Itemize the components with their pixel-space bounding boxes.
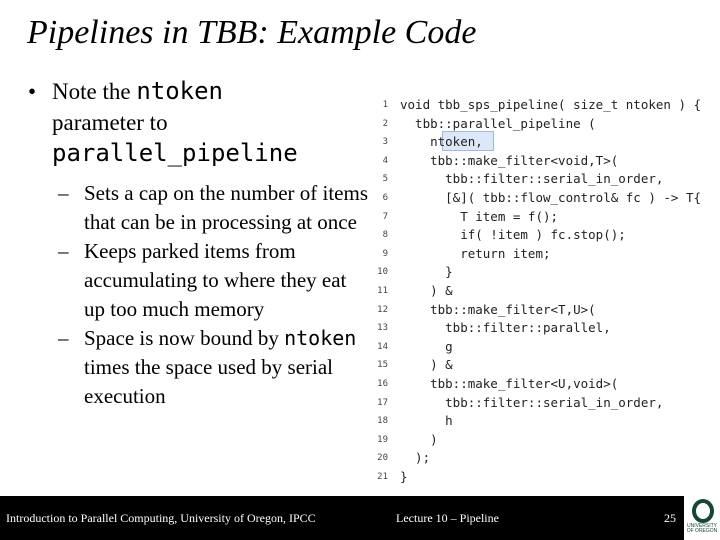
code-line — [370, 263, 720, 281]
line-number: 12 — [377, 304, 388, 315]
code-text: void tbb_sps_pipeline( size_t ntoken ) { — [400, 97, 702, 112]
line-number: 5 — [382, 174, 388, 185]
line-number: 10 — [377, 267, 388, 278]
line-number: 19 — [377, 434, 388, 445]
code-text: tbb::make_filter<T,U>( — [400, 301, 596, 317]
code-listing — [370, 92, 720, 484]
code-line — [370, 152, 720, 170]
code-line — [370, 431, 720, 449]
line-number: 7 — [382, 211, 388, 222]
subbullet-text: Keeps parked items from accumulating to where they eat up too much memory — [84, 239, 347, 321]
code-text: } — [400, 264, 453, 280]
footer-bar — [0, 496, 684, 540]
code-line — [370, 338, 720, 356]
code-text: tbb::make_filter<U,void>( — [400, 376, 619, 391]
code-line — [370, 96, 720, 114]
code-line — [370, 468, 720, 484]
code-line — [370, 189, 720, 207]
slide-title: Pipelines in TBB: Example Code — [27, 14, 477, 51]
code-text: g — [400, 338, 453, 354]
line-number: 2 — [382, 118, 388, 129]
bullet-list — [28, 76, 368, 411]
oregon-o-icon — [692, 499, 714, 523]
code-text: h — [400, 413, 453, 429]
footer-course: Introduction to Parallel Computing, University of Oregon, IPCC — [6, 511, 316, 525]
code-text: tbb::filter::serial_in_order, — [400, 171, 664, 187]
subbullet-dash: – — [58, 181, 69, 205]
code-text: [&]( tbb::flow_control& fc ) -> T{ — [400, 190, 702, 205]
code-text: return item; — [400, 245, 551, 261]
code-text: ) — [400, 431, 438, 447]
subbullet-item — [28, 179, 368, 237]
code-text: if( !item ) fc.stop(); — [400, 227, 626, 243]
code-text: tbb::make_filter<void,T>( — [400, 152, 619, 168]
code-text: ntoken, — [400, 134, 483, 150]
line-number: 8 — [382, 230, 388, 241]
subbullet-item — [28, 237, 368, 324]
subbullet-text-pre: Space is now bound by — [84, 326, 285, 350]
subbullet-item — [28, 324, 368, 411]
bullet-marker: • — [28, 79, 37, 104]
subbullet-text: Sets a cap on the number of items that can be in processing at once — [84, 181, 369, 234]
line-number: 11 — [377, 286, 388, 296]
code-text: ) & — [400, 357, 453, 373]
line-number: 18 — [377, 416, 388, 427]
subbullet-code-ntoken: ntoken — [284, 326, 357, 350]
code-line — [370, 375, 720, 393]
page-number: 25 — [664, 511, 676, 525]
line-number: 9 — [382, 248, 388, 259]
line-number: 20 — [377, 453, 388, 464]
code-line — [370, 170, 720, 188]
code-text: } — [400, 469, 408, 484]
code-text: tbb::filter::serial_in_order, — [400, 394, 664, 410]
subbullet-dash: – — [58, 239, 69, 263]
bullet-item — [28, 76, 368, 169]
code-line — [370, 282, 720, 300]
code-line — [370, 245, 720, 263]
code-line — [370, 133, 720, 151]
code-line — [370, 226, 720, 244]
line-number: 17 — [377, 397, 388, 408]
subbullet-dash: – — [58, 326, 69, 350]
code-line — [370, 394, 720, 412]
university-logo — [684, 496, 720, 540]
footer-lecture: Lecture 10 – Pipeline — [396, 511, 499, 525]
line-number: 3 — [382, 137, 388, 148]
code-line — [370, 301, 720, 319]
line-number: 21 — [377, 472, 388, 482]
code-text: tbb::parallel_pipeline ( — [400, 115, 596, 131]
code-text: ) & — [400, 283, 453, 298]
bullet-code-ntoken: ntoken — [136, 77, 224, 105]
code-text: T item = f(); — [400, 208, 559, 224]
line-number: 4 — [382, 155, 388, 166]
line-number: 14 — [377, 341, 388, 352]
bullet-code-parallel-pipeline: parallel_pipeline — [52, 139, 298, 167]
line-number: 16 — [377, 379, 388, 389]
code-line — [370, 412, 720, 430]
line-number: 6 — [382, 193, 388, 203]
subbullet-text-post: times the space used by serial execution — [84, 355, 334, 408]
line-number: 13 — [377, 323, 388, 334]
line-number: 15 — [377, 360, 388, 371]
code-line — [370, 319, 720, 337]
code-line — [370, 356, 720, 374]
code-line — [370, 449, 720, 467]
code-text: tbb::filter::parallel, — [400, 320, 611, 336]
code-line — [370, 208, 720, 226]
line-number: 1 — [382, 100, 388, 110]
logo-text: UNIVERSITY OF OREGON — [686, 523, 718, 534]
code-text: ); — [400, 450, 431, 466]
bullet-text-mid: parameter to — [52, 110, 168, 135]
code-line — [370, 115, 720, 133]
subbullet-list — [28, 179, 368, 411]
bullet-text-pre: Note the — [52, 79, 137, 104]
